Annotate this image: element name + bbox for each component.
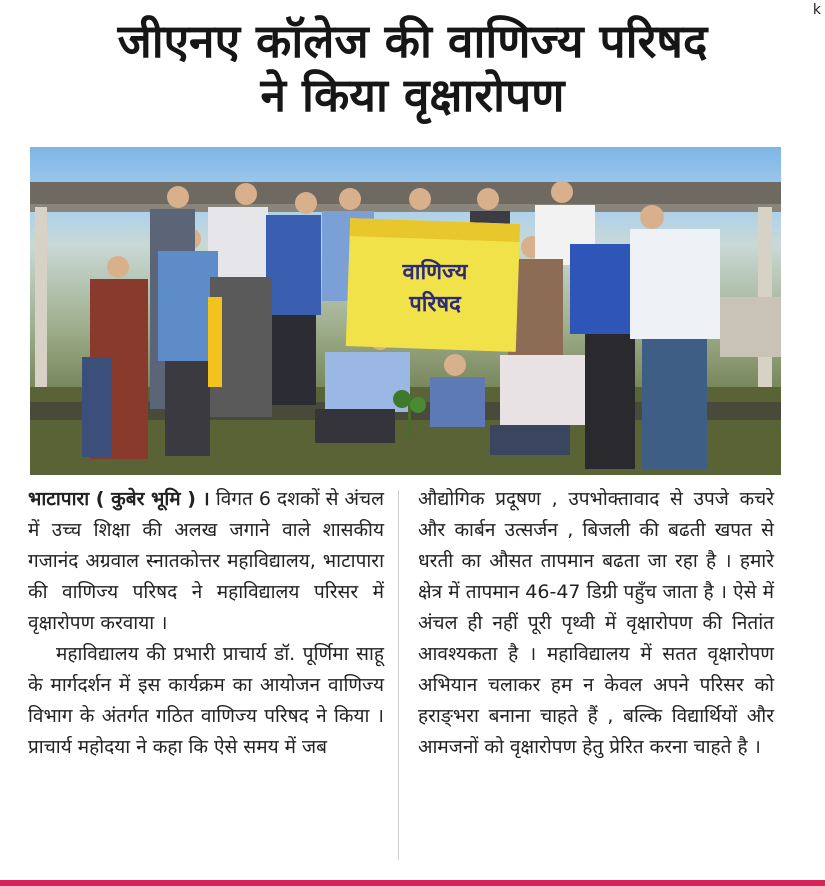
shed-roof-edge bbox=[30, 204, 781, 212]
news-photo bbox=[30, 147, 781, 475]
photo-illustration bbox=[30, 147, 781, 475]
paragraph-2: महाविद्यालय की प्रभारी प्राचार्य डॉ. पूर्णिमा साहू के मार्गदर्शन में इस कार्यक्रम का आयोजन वाणिज्य विभाग के अंतर्गत गठित वाणिज्य परिषद ने किया । प्राचार्य महोदया ने कहा कि ऐसे समय में जब bbox=[28, 643, 384, 758]
shed-pillar-left bbox=[35, 207, 47, 407]
headline bbox=[0, 14, 825, 122]
headline-line-1: जीएनए कॉलेज की वाणिज्य परिषद bbox=[117, 14, 708, 68]
page-corner-mark: k bbox=[812, 2, 821, 18]
banner-line-1: वाणिज्य bbox=[402, 260, 468, 285]
shed-roof bbox=[30, 182, 781, 204]
paragraph-3: औद्योगिक प्रदूषण , उपभोक्तावाद से उपजे कचरे और कार्बन उत्सर्जन , बिजली की बढती खपत से धरती का औसत तापमान बढता जा रहा है । हमारे क्षेत्र में तापमान 46-47 डिग्री पहुँच जाता है । ऐसे में अंचल ही नहीं पूरी पृथ्वी में वृक्षारोपण की नितांत आवश्यकता है । महाविद्यालय में सतत वृक्षारोपण अभियान चलाकर हम न केवल अपने परिसर को हराङ्भरा बनाना चाहते हैं , बल्कि विद्यार्थियों और आमजनों को वृक्षारोपण हेतु प्रेरित करना चाहते है । bbox=[418, 488, 774, 758]
dateline: भाटापारा ( कुबेर भूमि ) । bbox=[28, 488, 210, 510]
headline-line-2: ने किया वृक्षारोपण bbox=[260, 68, 565, 122]
column-divider bbox=[398, 490, 399, 860]
council-banner bbox=[346, 218, 520, 352]
bottom-accent-rule bbox=[0, 880, 825, 886]
background-wall bbox=[720, 297, 781, 357]
paragraph-1 bbox=[28, 484, 384, 639]
paragraph-1-text: विगत 6 दशकों से अंचल में उच्च शिक्षा की अलख जगाने वाले शासकीय गजानंद अग्रवाल स्नातकोत्तर महाविद्यालय, भाटापारा की वाणिज्य परिषद ने महाविद्यालय परिसर में वृक्षारोपण करवाया । bbox=[28, 488, 384, 634]
article-column-left bbox=[28, 484, 384, 763]
banner-line-2: परिषद bbox=[409, 292, 461, 317]
article-column-right bbox=[418, 484, 774, 763]
